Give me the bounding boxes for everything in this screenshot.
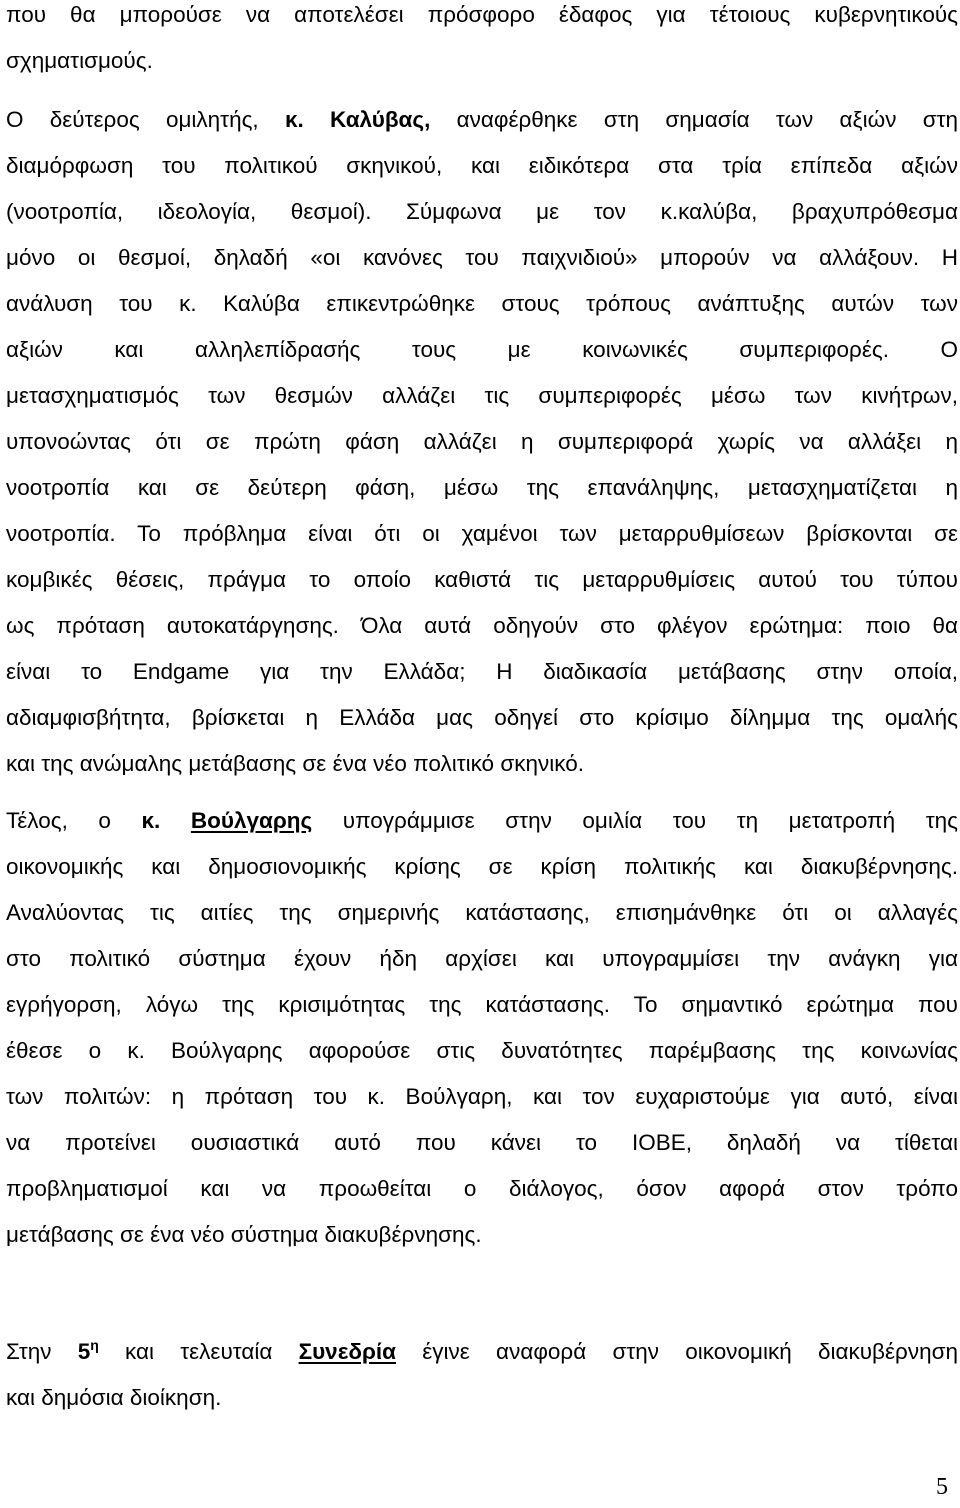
page-number: 5 — [936, 1474, 948, 1500]
text-line — [6, 898, 958, 928]
text-span: που θα μπορούσε να αποτελέσει πρόσφορο έδαφος για τέτοιους κυβερνητικούς — [6, 2, 958, 27]
text-line — [6, 289, 958, 319]
text-line — [6, 806, 958, 836]
text-line — [6, 852, 958, 882]
text-line — [6, 1337, 958, 1367]
text-line — [6, 1082, 958, 1112]
text-span: προβληματισμοί και να προωθείται ο διάλογος, όσον αφορά στον τρόπο — [6, 1176, 958, 1201]
text-line — [6, 0, 958, 30]
text-span: να προτείνει ουσιαστικά αυτό που κάνει το ΙΟΒΕ, δηλαδή να τίθεται — [6, 1130, 958, 1155]
text-line — [6, 381, 958, 411]
text-span: έγινε αναφορά στην οικονομική διακυβέρνηση — [396, 1339, 958, 1364]
text-line — [6, 1383, 958, 1413]
text-line — [6, 335, 958, 365]
text-line — [6, 1036, 958, 1066]
text-line — [6, 197, 958, 227]
session-number: 5 — [77, 1339, 91, 1364]
text-line — [6, 1128, 958, 1158]
text-span: και της ανώμαλης μετάβασης σε ένα νέο πολιτικό σκηνικό. — [6, 751, 584, 776]
session-label: Συνεδρία — [298, 1339, 397, 1364]
text-span: αδιαμφισβήτητα, βρίσκεται η Ελλάδα μας οδηγεί στο κρίσιμο δίλημμα της ομαλής — [6, 705, 958, 730]
text-span: υπονοώντας ότι σε πρώτη φάση αλλάζει η συμπεριφορά χωρίς να αλλάξει η — [6, 429, 958, 454]
text-span: έθεσε ο κ. Βούλγαρης αφορούσε στις δυνατότητες παρέμβασης της κοινωνίας — [6, 1038, 958, 1063]
speaker-title: κ. — [141, 808, 191, 833]
text-span: Αναλύοντας τις αιτίες της σημερινής κατάστασης, επισημάνθηκε ότι οι αλλαγές — [6, 900, 958, 925]
text-span: νοοτροπία. Το πρόβλημα είναι ότι οι χαμένοι των μεταρρυθμίσεων βρίσκονται σε — [6, 521, 958, 546]
text-line — [6, 519, 958, 549]
text-line — [6, 151, 958, 181]
text-span: είναι το Endgame για την Ελλάδα; Η διαδικασία μετάβασης στην οποία, — [6, 659, 958, 684]
text-line — [6, 749, 958, 779]
text-line — [6, 427, 958, 457]
text-line — [6, 611, 958, 641]
text-span: κομβικές θέσεις, πράγμα το οποίο καθιστά τις μεταρρυθμίσεις αυτού του τύπου — [6, 567, 958, 592]
text-line — [6, 944, 958, 974]
text-line — [6, 46, 958, 76]
text-span: σχηματισμούς. — [6, 48, 153, 73]
text-line — [6, 703, 958, 733]
text-span: υπογράμμισε στην ομιλία του τη μετατροπή της — [312, 808, 958, 833]
text-line — [6, 1220, 958, 1250]
text-line — [6, 990, 958, 1020]
text-span: Τέλος, ο — [6, 808, 142, 833]
text-line — [6, 657, 958, 687]
text-span: οικονομικής και δημοσιονομικής κρίσης σε κρίση πολιτικής και διακυβέρνησης. — [6, 854, 958, 879]
text-span: εγρήγορση, λόγω της κρισιμότητας της κατάστασης. Το σημαντικό ερώτημα που — [6, 992, 958, 1017]
text-span: των πολιτών: η πρόταση του κ. Βούλγαρη, και τον ευχαριστούμε για αυτό, είναι — [6, 1084, 958, 1109]
text-span: αξιών και αλληλεπίδρασής τους με κοινωνικές συμπεριφορές. Ο — [6, 337, 958, 362]
text-line — [6, 565, 958, 595]
text-span: μετάβασης σε ένα νέο σύστημα διακυβέρνησης. — [6, 1222, 482, 1247]
text-line — [6, 243, 958, 273]
text-line — [6, 1174, 958, 1204]
text-span: διαμόρφωση του πολιτικού σκηνικού, και ειδικότερα στα τρία επίπεδα αξιών — [6, 153, 958, 178]
text-span: ως πρόταση αυτοκατάργησης. Όλα αυτά οδηγούν στο φλέγον ερώτημα: ποιο θα — [6, 613, 958, 638]
text-span: μόνο οι θεσμοί, δηλαδή «οι κανόνες του παιχνιδιού» μπορούν να αλλάξουν. Η — [6, 245, 958, 270]
text-span: και δημόσια διοίκηση. — [6, 1385, 222, 1410]
text-span: Ο δεύτερος ομιλητής, — [6, 107, 285, 132]
text-span: στο πολιτικό σύστημα έχουν ήδη αρχίσει και υπογραμμίσει την ανάγκη για — [6, 946, 958, 971]
speaker-name: Βούλγαρης — [190, 808, 313, 833]
text-span: και τελευταία — [98, 1339, 299, 1364]
text-line — [6, 473, 958, 503]
text-span: νοοτροπία και σε δεύτερη φάση, μέσω της επανάληψης, μετασχηματίζεται η — [6, 475, 958, 500]
text-span: αναφέρθηκε στη σημασία των αξιών στη — [430, 107, 958, 132]
text-span: Στην — [6, 1339, 78, 1364]
speaker-name: κ. Καλύβας, — [284, 107, 431, 132]
text-span: μετασχηματισμός των θεσμών αλλάζει τις συμπεριφορές μέσω των κινήτρων, — [6, 383, 958, 408]
text-span: ανάλυση του κ. Καλύβα επικεντρώθηκε στους τρόπους ανάπτυξης αυτών των — [6, 291, 958, 316]
text-line — [6, 105, 958, 135]
ordinal-superscript: η — [90, 1337, 99, 1353]
text-span: (νοοτροπία, ιδεολογία, θεσμοί). Σύμφωνα με τον κ.καλύβα, βραχυπρόθεσμα — [6, 199, 958, 224]
